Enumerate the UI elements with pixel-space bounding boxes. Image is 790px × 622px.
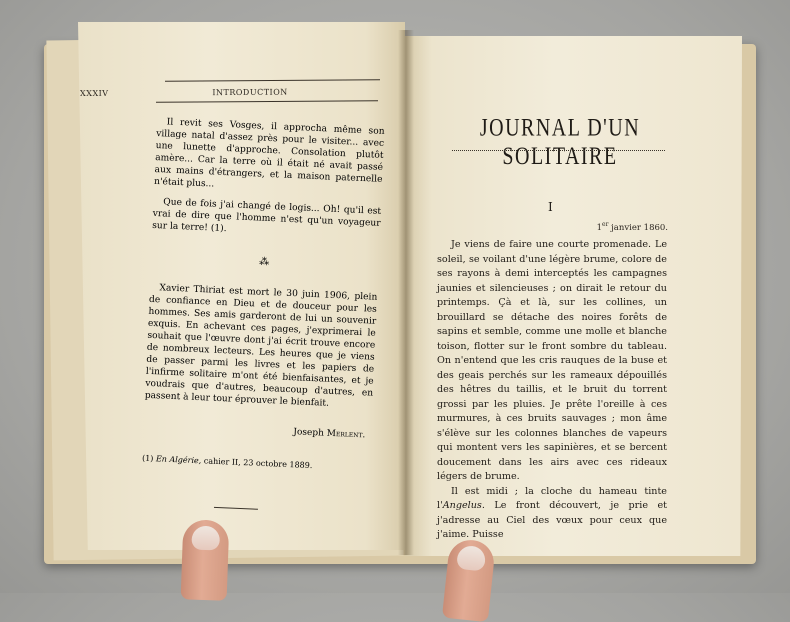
entry-date (440, 221, 668, 233)
running-head-title: INTRODUCTION (212, 87, 288, 98)
footnote-source: En Algérie, (155, 454, 202, 466)
thumbnail (191, 526, 220, 551)
signature (143, 420, 371, 442)
thumb-right (442, 538, 496, 622)
chapter-title: JOURNAL D'UN SOLITAIRE (479, 114, 641, 171)
title-rule (452, 150, 665, 151)
book-gutter (398, 30, 414, 555)
footnote (142, 454, 370, 474)
left-page-text (140, 116, 385, 515)
asterism: ⁂ (258, 256, 271, 269)
date-suffix: er (602, 221, 609, 228)
paragraph-start: Il est midi ; la cloche du hameau tinte l' (437, 485, 667, 511)
signature-first: Joseph (293, 427, 325, 439)
section-number: I (548, 200, 553, 214)
paragraph-end: Le front découvert, je prie et j'adresse au Ciel des vœux pour ceux que j'aime. Puisse (437, 500, 667, 540)
paragraph (437, 485, 667, 543)
paragraph: Je viens de faire une courte promenade. Le soleil, se voilant d'une légère brume, colore de ses rayons à demi interceptés les campagnes jaunies et silencieuses ; on dirait le retour du printemps. Çà et là, sur les collines, un brouillard se détache des noires forêts de sapins et semble, comme une molle et blanche toison, flotter sur le front sombre du tableau. On n'entend que les cris rauques de la buse et des geais perchés sur les rameaux dépouillés des hêtres du taillis, et le bruit du torrent grossi par les pluies. Je prête l'oreille à ces murmures, à ces bruits sauvages ; mon âme s'élève sur les colonnes blanches de vapeurs qui montent vers les sapinières, et se bercent doucement dans les airs avec ces rideaux légers de brume. (437, 239, 667, 482)
footnote-rest: cahier II, 23 octobre 1889. (203, 456, 313, 471)
page-number: XXXIV (80, 88, 109, 99)
thumbnail (456, 545, 486, 572)
right-page-text (437, 238, 667, 543)
footnote-marker: (1) (141, 453, 154, 464)
closing-paragraph: Xavier Thiriat est mort le 30 juin 1906, plein de confiance en Dieu et de douceur pour les hommes. Ses amis garderont de lui un souvenir exquis. En achevant ces pages, j'exprimerai le souhait que l'œuvre dont j'ai écrit trouve encore de nombreux lecteurs. Les heures que je viens de passer parmi les livres et les papiers de l'infirme solitaire m'ont été bienfaisantes, et je voudrais que d'autres, beaucoup d'autres, en passent à leur tour éprouver le bienfait. (144, 283, 378, 409)
date-rest: janvier 1860. (611, 222, 668, 233)
quote: Que de fois j'ai changé de logis... Oh! qu'il est vrai de dire que l'homme n'est qu'un voyageur sur la terre! (1). (151, 197, 382, 235)
paragraph-italic: Angelus. (442, 500, 485, 511)
thumb-left (181, 519, 230, 601)
signature-last: Merlent. (326, 428, 366, 441)
date-day: 1 (596, 222, 603, 233)
paragraph: Il revit ses Vosges, il approcha même son village natal d'assez près pour le visiter... avec une lunette d'approche. Consolation plutôt amère... Car la terre où il était né avait passé aux mains d'étrangers, et la maison paternelle n'était plus... (153, 117, 385, 190)
